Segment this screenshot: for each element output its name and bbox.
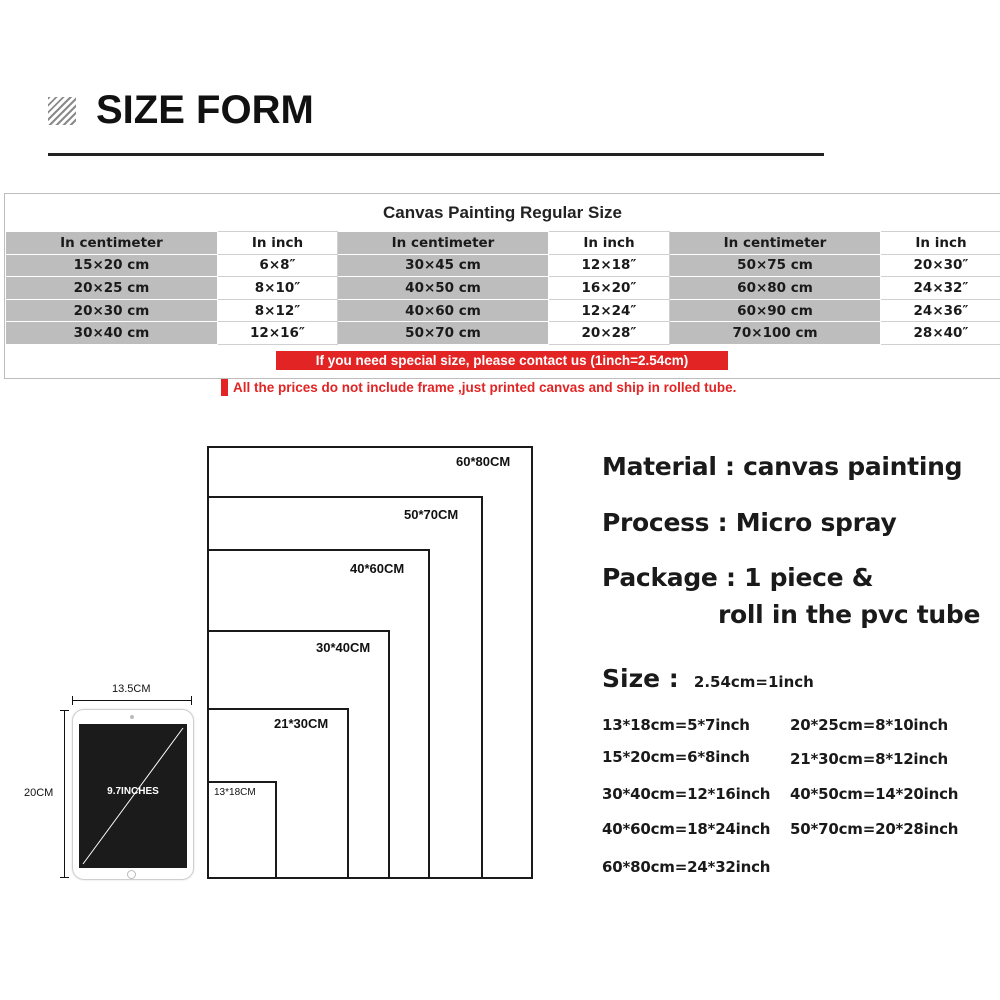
size-unit-note: 2.54cm=1inch xyxy=(693,673,814,691)
table-cell: 12×18″ xyxy=(549,254,670,277)
table-cell: 30×40 cm xyxy=(6,322,218,345)
size-conversion: 13*18cm=5*7inch xyxy=(602,716,750,734)
column-header: In inch xyxy=(218,232,338,255)
table-cell: 60×90 cm xyxy=(670,299,881,322)
price-note: All the prices do not include frame ,just printed canvas and ship in rolled tube. xyxy=(233,380,737,395)
table-cell: 60×80 cm xyxy=(670,277,881,300)
size-box-label: 50*70CM xyxy=(404,507,459,522)
special-size-note: If you need special size, please contact us (1inch=2.54cm) xyxy=(276,351,728,370)
table-row xyxy=(6,254,1000,277)
table-cell: 12×24″ xyxy=(549,299,670,322)
home-button-icon xyxy=(127,870,136,879)
table-cell: 6×8″ xyxy=(218,254,338,277)
spec-process: Process : Micro spray xyxy=(602,508,897,537)
size-conversion: 50*70cm=20*28inch xyxy=(790,820,959,838)
column-header: In centimeter xyxy=(338,232,549,255)
table-cell: 50×75 cm xyxy=(670,254,881,277)
size-conversion: 20*25cm=8*10inch xyxy=(790,716,949,734)
table-cell: 20×30″ xyxy=(881,254,1000,277)
size-conversion: 15*20cm=6*8inch xyxy=(602,748,750,766)
table-cell: 40×50 cm xyxy=(338,277,549,300)
size-label: Size : xyxy=(602,664,679,693)
table-cell: 30×45 cm xyxy=(338,254,549,277)
column-header: In centimeter xyxy=(670,232,881,255)
size-box-label: 13*18CM xyxy=(214,787,256,798)
title-divider xyxy=(48,153,824,156)
size-box-baseline xyxy=(207,877,533,879)
size-conversion: 30*40cm=12*16inch xyxy=(602,785,771,803)
table-cell: 24×32″ xyxy=(881,277,1000,300)
table-cell: 8×10″ xyxy=(218,277,338,300)
column-header: In inch xyxy=(881,232,1000,255)
size-conversion: 40*60cm=18*24inch xyxy=(602,820,771,838)
price-note-marker xyxy=(221,379,228,396)
spec-package-line2: roll in the pvc tube xyxy=(718,600,981,629)
page-title: SIZE FORM xyxy=(96,88,314,132)
spec-material: Material : canvas painting xyxy=(602,452,963,481)
spec-package: Package : 1 piece & xyxy=(602,563,874,592)
table-cell: 20×28″ xyxy=(549,322,670,345)
table-caption: Canvas Painting Regular Size xyxy=(382,203,622,222)
size-box-label: 21*30CM xyxy=(274,716,329,731)
size-box-label: 30*40CM xyxy=(316,640,371,655)
size-conversion: 21*30cm=8*12inch xyxy=(790,750,949,768)
table-row xyxy=(6,277,1000,300)
table-cell: 24×36″ xyxy=(881,299,1000,322)
table-row xyxy=(6,299,1000,322)
table-cell: 15×20 cm xyxy=(6,254,218,277)
column-header: In inch xyxy=(549,232,670,255)
table-cell: 20×30 cm xyxy=(6,299,218,322)
table-cell: 20×25 cm xyxy=(6,277,218,300)
size-conversion: 60*80cm=24*32inch xyxy=(602,858,771,876)
table-cell: 70×100 cm xyxy=(670,322,881,345)
tablet-width-label: 13.5CM xyxy=(112,683,151,695)
hatch-decoration-icon xyxy=(48,97,76,125)
size-box-label: 60*80CM xyxy=(456,454,511,469)
size-box-label: 40*60CM xyxy=(350,561,405,576)
tablet-screen xyxy=(79,724,187,868)
size-table xyxy=(5,231,1000,345)
column-header: In centimeter xyxy=(6,232,218,255)
table-header-row xyxy=(6,232,1000,255)
table-cell: 50×70 cm xyxy=(338,322,549,345)
tablet-height-label: 20CM xyxy=(24,787,54,799)
size-conversion: 40*50cm=14*20inch xyxy=(790,785,959,803)
table-cell: 8×12″ xyxy=(218,299,338,322)
tablet-height-dimension xyxy=(64,710,65,878)
table-cell: 28×40″ xyxy=(881,322,1000,345)
tablet-width-dimension xyxy=(72,700,192,701)
size-heading xyxy=(602,664,814,693)
table-cell: 16×20″ xyxy=(549,277,670,300)
table-cell: 12×16″ xyxy=(218,322,338,345)
tablet-reference-icon xyxy=(72,709,194,880)
tablet-screen-label: 9.7INCHES xyxy=(107,786,159,797)
table-cell: 40×60 cm xyxy=(338,299,549,322)
camera-icon xyxy=(130,715,134,719)
table-row xyxy=(6,322,1000,345)
